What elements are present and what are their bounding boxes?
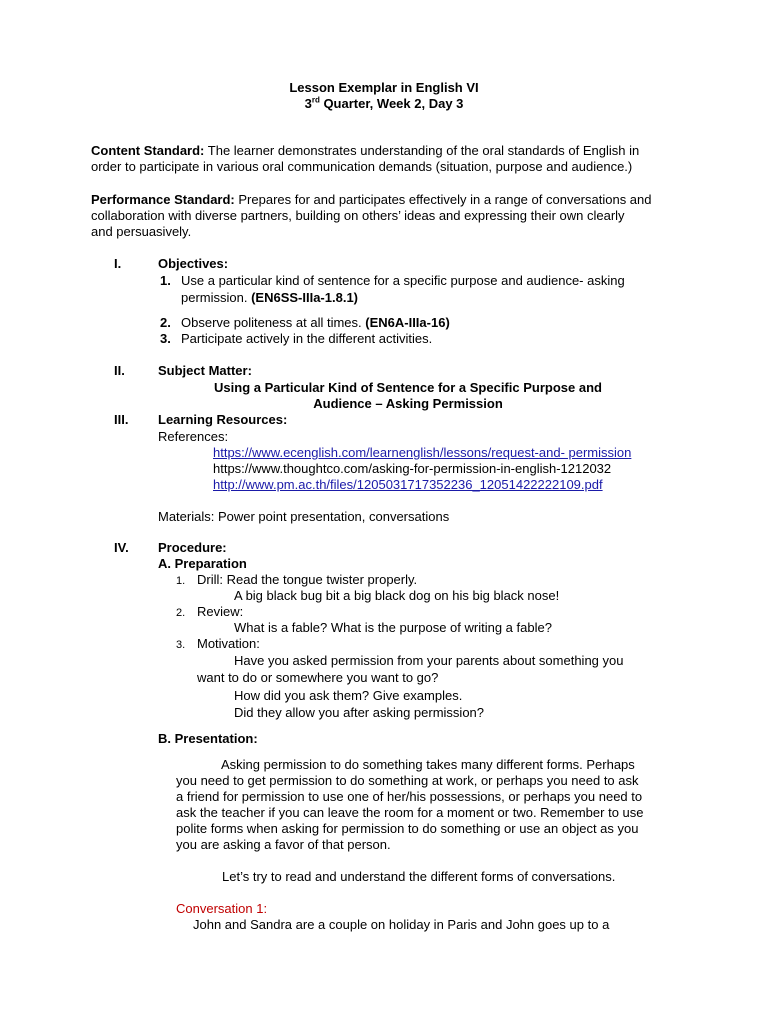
drill-number: 1. [176,575,186,587]
objective-1-cont [181,290,358,306]
subject-topic-line2: Audience – Asking Permission [313,396,503,411]
content-standard-line1 [91,143,639,159]
performance-standard-line1 [91,192,652,208]
performance-standard-label: Performance Standard: [91,192,235,207]
section-4-numeral: IV. [114,540,129,555]
references-label: References: [158,429,229,444]
objective-1-code: (EN6SS-IIIa-1.8.1) [251,290,359,305]
objective-2-text: Observe politeness at all times. [181,315,366,330]
presentation-line4: ask the teacher if you can leave the room for a moment or two. Remember to use [176,805,644,820]
reference-thoughtco: https://www.thoughtco.com/asking-for-permission-in-english-1212032 [213,461,612,476]
document-subtitle [0,96,768,112]
review-number: 2. [176,607,186,619]
motivation-number: 3. [176,639,186,651]
drill-label: Drill: Read the tongue twister properly. [197,572,418,587]
quarter-rest: Quarter, Week 2, Day 3 [319,96,464,111]
objective-2-number: 2. [160,315,171,330]
subject-matter-heading: Subject Matter: [158,363,252,378]
objective-1-cont-text: permission. [181,290,252,305]
section-1-numeral: I. [114,256,122,271]
preparation-heading: A. Preparation [158,556,247,571]
presentation-heading: B. Presentation: [158,731,258,746]
content-standard-label: Content Standard: [91,143,205,158]
section-2-numeral: II. [114,363,125,378]
motivation-label: Motivation: [197,636,260,651]
content-standard-line2: order to participate in various oral communication demands (situation, purpose and audience.) [91,159,633,174]
objectives-heading: Objectives: [158,256,229,271]
motivation-line4: Did they allow you after asking permission? [234,705,485,720]
motivation-line1: Have you asked permission from your parents about something you [234,653,624,668]
presentation-line2: you need to get permission to do something at work, or perhaps you need to ask [176,773,639,788]
objective-3-text: Participate actively in the different activities. [181,331,433,346]
objective-2 [181,315,450,331]
objective-1-text: Use a particular kind of sentence for a specific purpose and audience- asking [181,273,625,288]
drill-text: A big black bug bit a big black dog on his big black nose! [234,588,560,603]
section-3-numeral: III. [114,412,129,427]
presentation-line5: polite forms when asking for permission to do something or use an object as you [176,821,639,836]
presentation-line6: you are asking a favor of that person. [176,837,391,852]
subject-topic-line1: Using a Particular Kind of Sentence for a Specific Purpose and [214,380,602,395]
lets-try-text: Let’s try to read and understand the different forms of conversations. [222,869,616,884]
quarter-ordinal: rd [311,95,320,105]
presentation-line3: a friend for permission to use one of her/his possessions, or perhaps you need to [176,789,643,804]
performance-standard-line3: and persuasively. [91,224,192,239]
quarter-number: 3 [304,96,312,111]
reference-link-ecenglish[interactable]: https://www.ecenglish.com/learnenglish/lessons/request-and- permission [213,445,632,460]
performance-standard-text: Prepares for and participates effectively in a range of conversations and [234,192,652,207]
conversation-1-text: John and Sandra are a couple on holiday in Paris and John goes up to a [193,917,610,932]
review-text: What is a fable? What is the purpose of writing a fable? [234,620,552,635]
materials-text: Materials: Power point presentation, conversations [158,509,450,524]
learning-resources-heading: Learning Resources: [158,412,288,427]
motivation-line2: want to do or somewhere you want to go? [197,670,439,685]
procedure-heading: Procedure: [158,540,227,555]
conversation-1-label: Conversation 1: [176,901,268,916]
content-standard-text: The learner demonstrates understanding of the oral standards of English in [204,143,640,158]
performance-standard-line2: collaboration with diverse partners, building on others’ ideas and expressing their own clearly [91,208,625,223]
review-label: Review: [197,604,244,619]
objective-3-number: 3. [160,331,171,346]
document-title: Lesson Exemplar in English VI [289,80,479,95]
presentation-line1: Asking permission to do something takes many different forms. Perhaps [221,757,635,772]
motivation-line3: How did you ask them? Give examples. [234,688,463,703]
reference-link-pm[interactable]: http://www.pm.ac.th/files/1205031717352236_12051422222109.pdf [213,477,603,492]
objective-2-code: (EN6A-IIIa-16) [365,315,450,330]
objective-1-number: 1. [160,273,171,288]
